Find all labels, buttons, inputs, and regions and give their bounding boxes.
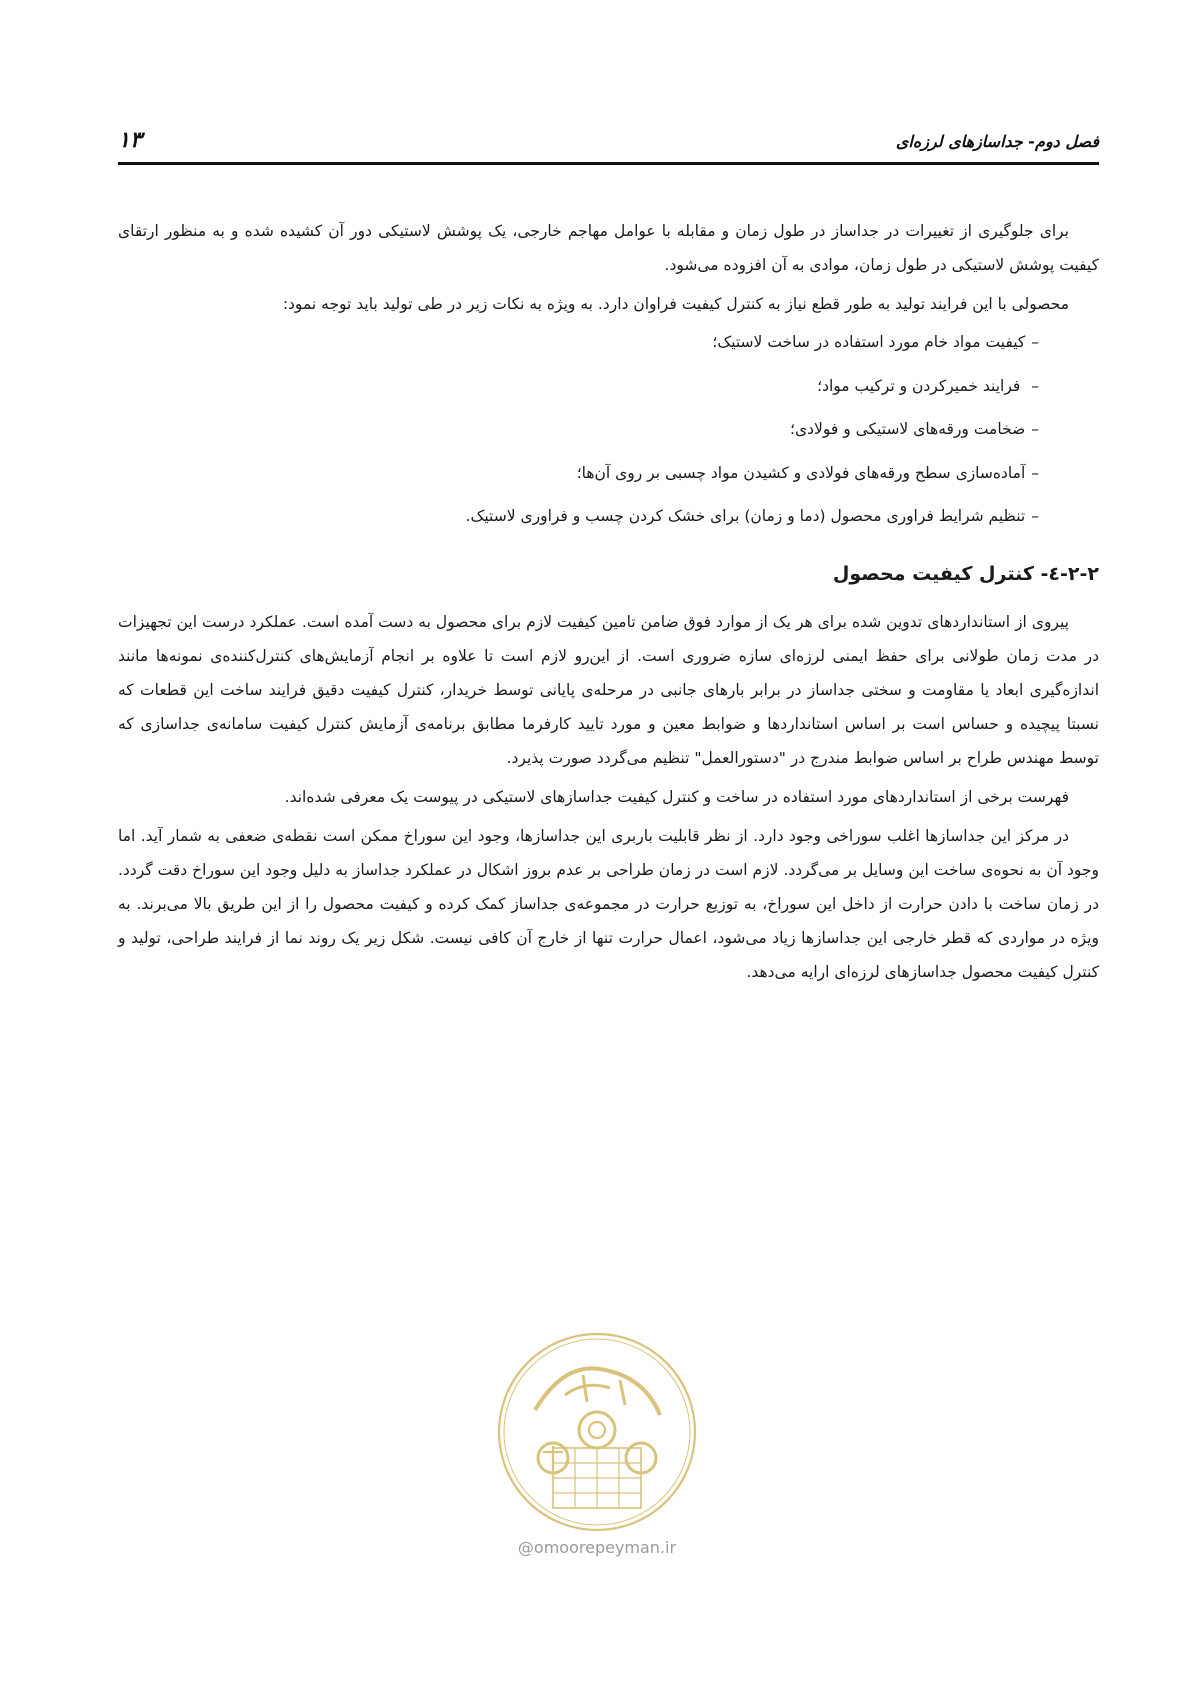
intro-paragraph: برای جلوگیری از تغییرات در جداساز در طول زمان و مقابله با عوامل مهاجم خارجی، یک پوشش لاستیکی دور آن کشیده شده و به منظور ارتقای کیفیت پوشش لاستیکی در طول زمان، موادی به آن افزوده می‌شود. [118,222,1099,274]
body-text [118,214,1099,989]
list-item [118,452,1039,496]
watermark-emblem-icon [495,1330,699,1534]
bullet-dash: – [1031,463,1039,482]
list-item [118,408,1039,452]
section-paragraph-center-hole: در مرکز این جداسازها اغلب سوراخی وجود دارد. از نظر قابلیت باربری این جداسازها، وجود این سوراخ ممکن است نقطه‌ی ضعفی به شمار آید. اما وجود آن به نحوه‌ی ساخت این وسایل بر می‌گردد. لازم است در زمان طراحی بر عدم بروز اشکال در عملکرد جداساز به دلیل وجود این سوراخ دقت گردد. در زمان ساخت با دادن حرارت از داخل این سوراخ، به توزیع حرارت در مجموعه‌ی جداساز کمک کرده و کیفیت محصول را از این طریق بالا می‌برند. به ویژه در مواردی که قطر خارجی این جداسازها زیاد می‌شود، اعمال حرارت تنها از خارج آن کافی نیست. شکل زیر یک روند نما از فرایند طراحی، تولید و کنترل کیفیت محصول جداسازهای لرزه‌ای ارایه می‌دهد. [118,826,1099,981]
chapter-title: فصل دوم- جداسازهای لرزه‌ای [895,132,1099,151]
list-item-text: تنظیم شرایط فراوری محصول (دما و زمان) برای خشک کردن چسب و فراوری لاستیک. [465,507,1026,525]
section-heading: ۲-۲-٤- کنترل کیفیت محصول [832,562,1099,585]
bullet-dash: – [1031,376,1039,395]
list-item-text: کیفیت مواد خام مورد استفاده در ساخت لاستیک؛ [712,333,1026,351]
quality-intro-paragraph: محصولی با این فرایند تولید به طور قطع نیاز به کنترل کیفیت فراوان دارد. به ویژه به نکات زیر در طی تولید باید توجه نمود: [282,295,1069,313]
page-header [118,128,1099,165]
list-item-text: ضخامت ورقه‌های لاستیکی و فولادی؛ [790,420,1026,438]
quality-checklist [118,321,1099,539]
list-item-text: آماده‌سازی سطح ورقه‌های فولادی و کشیدن مواد چسبی بر روی آن‌ها؛ [576,463,1026,482]
watermark-url: @omoorepeyman.ir [517,1538,677,1557]
list-item [118,495,1039,539]
bullet-dash: – [1031,333,1039,351]
bullet-dash: – [1031,507,1039,525]
section-paragraph-appendix: فهرست برخی از استانداردهای مورد استفاده در ساخت و کنترل کیفیت جداسازهای لاستیکی در پیوست یک معرفی شده‌اند. [284,787,1069,806]
page-number: ۱۳ [118,128,142,153]
list-item-text: فرایند خمیرکردن و ترکیب مواد؛ [817,376,1026,395]
watermark-logo [495,1330,699,1566]
list-item [118,365,1039,409]
list-item [118,321,1039,365]
section-paragraph-standards: پیروی از استانداردهای تدوین شده برای هر یک از موارد فوق ضامن تامین کیفیت لازم برای محصول به دست آمده است. عملکرد درست این تجهیزات در مدت زمان طولانی برای حفظ ایمنی لرزه‌ای سازه ضروری است. از این‌رو لازم است تا علاوه بر انجام آزمایش‌های کنترل‌کننده‌ی نمونه‌ها مانند اندازه‌گیری ابعاد یا مقاومت و سختی جداساز در برابر بارهای جانبی در مرحله‌ی پایانی توسط خریدار، کنترل کیفیت دقیق فرایند ساخت این قطعات که نسبتا پیچیده و حساس است بر اساس استانداردها و ضوابط معین و مورد تایید کارفرما مطابق برنامه‌ی آزمایش کنترل کیفیت سامانه‌ی جداسازی که توسط مهندس طراح بر اساس ضوابط مندرج در "دستورالعمل" تنظیم می‌گردد صورت پذیرد. [118,612,1099,767]
bullet-dash: – [1031,420,1039,438]
